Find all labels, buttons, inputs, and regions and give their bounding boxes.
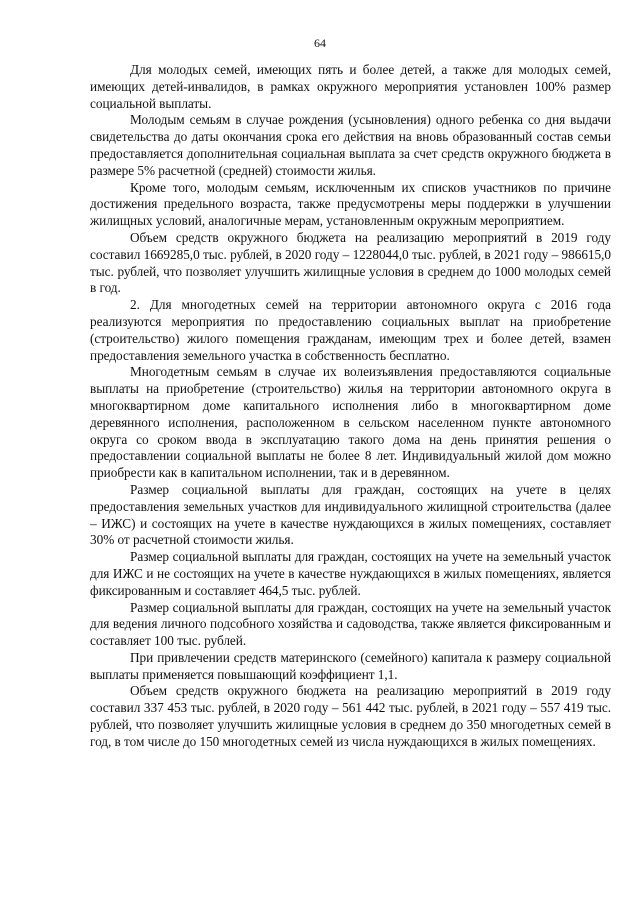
paragraph-payment-fixed-100: Размер социальной выплаты для граждан, состоящих на учете на земельный участок для ведения личного подсобного хозяйства и садоводства, также является фиксированным и составляет 100 тыс. рублей. — [90, 599, 611, 649]
paragraph-large-families-program: 2. Для многодетных семей на территории автономного округа с 2016 года реализуются мероприятия по предоставлению социальных выплат на приобретение (строительство) жилого помещения гражданам, имеющим трех и более детей, взамен предоставления земельного участка в собственность бесплатно. — [90, 297, 611, 363]
document-body — [90, 62, 611, 751]
paragraph-housing-options: Многодетным семьям в случае их волеизъявления предоставляются социальные выплаты на приобретение (строительство) жилья на территории автономного округа в многоквартирном доме капитального исполнения либо в многоквартирном доме деревянного исполнения, расположенном в сельском населенном пункте автономного округа со сроком ввода в эксплуатацию такого дома на день принятия решения о предоставлении социальной выплаты не более 8 лет. Индивидуальный жилой дом можно приобрести как в капитальном исполнении, так и в деревянном. — [90, 364, 611, 481]
paragraph-large-families-payment: Для молодых семей, имеющих пять и более детей, а также для молодых семей, имеющих детей-инвалидов, в рамках окружного мероприятия установлен 100% размер социальной выплаты. — [90, 62, 611, 111]
paragraph-maternity-capital: При привлечении средств материнского (семейного) капитала к размеру социальной выплаты применяется повышающий коэффициент 1,1. — [90, 649, 611, 682]
paragraph-payment-30-percent: Размер социальной выплаты для граждан, состоящих на учете в целях предоставления земельных участков для индивидуального жилищной строительства (далее – ИЖС) и состоящих на учете в качестве нуждающихся в жилых помещениях, составляет 30% от расчетной стоимости жилья. — [90, 481, 611, 548]
paragraph-age-limit-support: Кроме того, молодым семьям, исключенным их списков участников по причине достижения предельного возраста, также предусмотрены меры поддержки в улучшении жилищных условий, аналогичные мерам, установленным окружным мероприятием. — [90, 179, 611, 229]
paragraph-young-families-budget: Объем средств окружного бюджета на реализацию мероприятий в 2019 году составил 1669285,0 тыс. рублей, в 2020 году – 1228044,0 тыс. рублей, в 2021 году – 986615,0 тыс. рублей, что позволяет улучшить жилищные условия в среднем до 1000 молодых семей в год. — [90, 229, 611, 296]
page-number: 64 — [314, 36, 326, 50]
paragraph-payment-fixed-464: Размер социальной выплаты для граждан, состоящих на учете на земельный участок для ИЖС и не состоящих на учете в качестве нуждающихся в жилых помещениях, является фиксированным и составляет 464,5 тыс. рублей. — [90, 549, 611, 598]
paragraph-child-birth-payment: Молодым семьям в случае рождения (усыновления) одного ребенка со дня выдачи свидетельства до даты окончания срока его действия на вновь образованный состав семьи предоставляется дополнительная социальная выплата за счет средств окружного бюджета в размере 5% расчетной (средней) стоимости жилья. — [90, 112, 611, 178]
paragraph-large-families-budget: Объем средств окружного бюджета на реализацию мероприятий в 2019 году составил 337 453 тыс. рублей, в 2020 году – 561 442 тыс. рублей, в 2021 году – 557 419 тыс. рублей, что позволяет улучшить жилищные условия в среднем до 350 многодетных семей в год, в том числе до 150 многодетных семей из числа нуждающихся в жилых помещениях. — [90, 683, 611, 749]
